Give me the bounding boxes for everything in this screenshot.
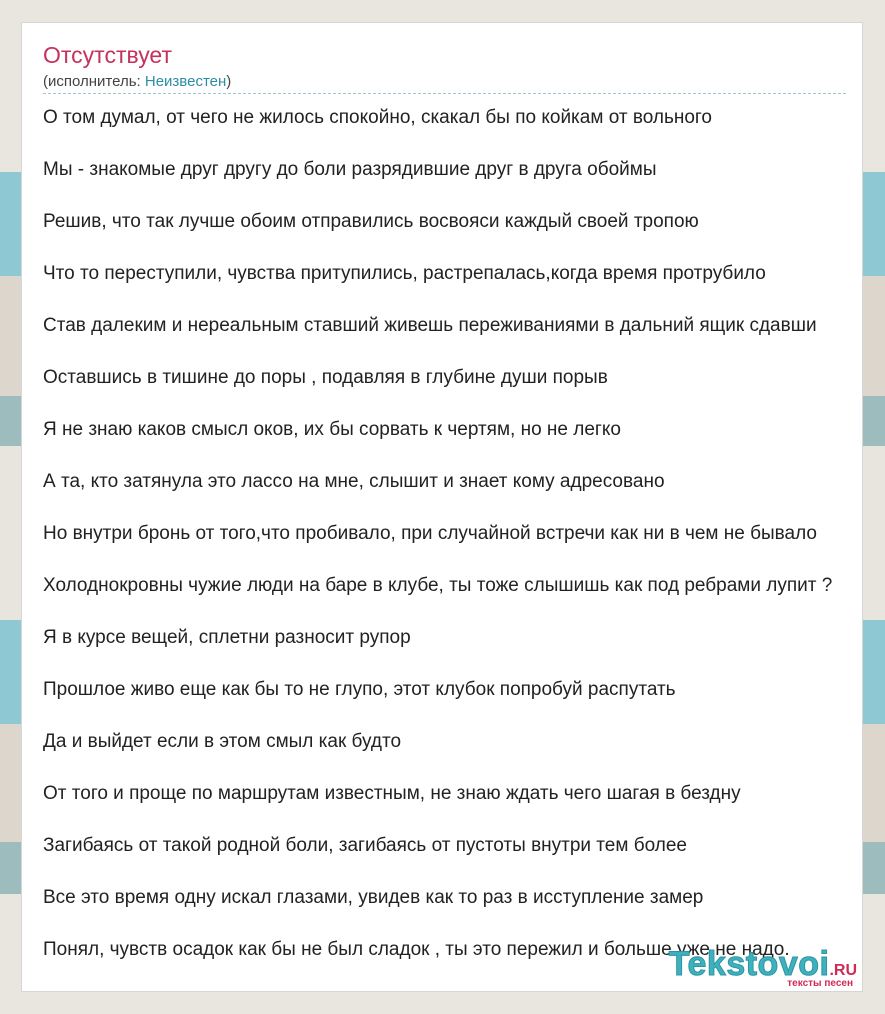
site-watermark [669, 945, 857, 989]
song-title: Отсутствует [43, 42, 172, 68]
lyrics-card [21, 22, 863, 992]
lyric-line: Оставшись в тишине до поры , подавляя в глубине души порыв [43, 367, 608, 388]
lyric-line: Загибаясь от такой родной боли, загибаясь от пустоты внутри тем более [43, 835, 687, 856]
lyric-line: Мы - знакомые друг другу до боли разрядившие друг в друга обоймы [43, 159, 657, 180]
lyric-line: Я в курсе вещей, сплетни разносит рупор [43, 627, 411, 648]
lyric-line: От того и проще по маршрутам известным, не знаю ждать чего шагая в бездну [43, 783, 741, 804]
lyric-line: Решив, что так лучше обоим отправились восвояси каждый своей тропою [43, 211, 699, 232]
lyric-line: А та, кто затянула это лассо на мне, слышит и знает кому адресовано [43, 471, 665, 492]
watermark-brand: Tekstovoi [668, 945, 830, 983]
lyric-line: Все это время одну искал глазами, увидев как то раз в исступление замер [43, 887, 704, 908]
title-divider [43, 93, 846, 94]
artist-prefix: (исполнитель: [43, 73, 145, 90]
lyrics-body [43, 107, 885, 991]
lyric-line: Понял, чувств осадок как бы не был сладок , ты это пережил и больше уже не надо. [43, 939, 790, 960]
lyric-line: Да и выйдет если в этом смыл как будто [43, 731, 402, 752]
lyric-line: О том думал, от чего не жилось спокойно, скакал бы по койкам от вольного [43, 107, 712, 128]
lyric-line: Став далеким и нереальным ставший живешь переживаниями в дальний ящик сдавши [43, 315, 817, 336]
artist-line [43, 73, 231, 90]
watermark-suffix: .RU [829, 962, 857, 979]
lyric-line: Но внутри бронь от того,что пробивало, при случайной встречи как ни в чем не бывало [43, 523, 817, 544]
watermark-tagline: тексты песен [787, 978, 853, 989]
lyric-line: Холоднокровны чужие люди на баре в клубе, ты тоже слышишь как под ребрами лупит ? [43, 575, 833, 596]
lyric-line: Прошлое живо еще как бы то не глупо, этот клубок попробуй распутать [43, 679, 676, 700]
artist-link[interactable]: Неизвестен [144, 73, 227, 90]
lyric-line: Что то переступили, чувства притупились, растрепалась,когда время протрубило [43, 263, 766, 284]
artist-suffix: ) [226, 73, 232, 90]
lyric-line: Я не знаю каков смысл оков, их бы сорвать к чертям, но не легко [43, 419, 621, 440]
